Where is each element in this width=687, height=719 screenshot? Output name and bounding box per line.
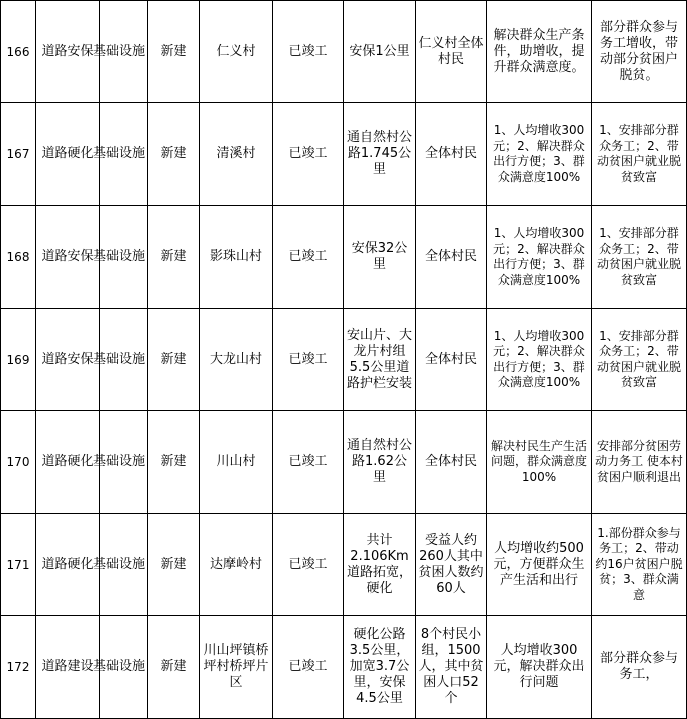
project-category: 基础设施 bbox=[100, 616, 148, 719]
mechanism: 安排部分贫困劳动力务工 使本村贫困户顺利退出 bbox=[592, 411, 687, 514]
row-number: 171 bbox=[1, 514, 36, 616]
scale: 安山片、大龙片村组5.5公里道路护栏安装 bbox=[344, 309, 416, 411]
status: 已竣工 bbox=[273, 206, 344, 309]
construction-type: 新建 bbox=[148, 514, 200, 616]
village: 川山村 bbox=[200, 411, 273, 514]
status: 已竣工 bbox=[273, 103, 344, 206]
project-name: 道路安保 bbox=[36, 1, 100, 103]
village: 川山坪镇桥坪村桥坪片区 bbox=[200, 616, 273, 719]
mechanism: 1、安排部分群众务工；2、带动贫困户就业脱贫致富 bbox=[592, 206, 687, 309]
benefit: 1、人均增收300元；2、解决群众出行方便；3、群众满意度100% bbox=[487, 103, 592, 206]
project-category: 基础设施 bbox=[100, 103, 148, 206]
row-number: 172 bbox=[1, 616, 36, 719]
scale: 通自然村公路1.62公里 bbox=[344, 411, 416, 514]
scale: 共计2.106Km道路拓宽，硬化 bbox=[344, 514, 416, 616]
project-category: 基础设施 bbox=[100, 309, 148, 411]
construction-type: 新建 bbox=[148, 411, 200, 514]
status: 已竣工 bbox=[273, 616, 344, 719]
village: 达摩岭村 bbox=[200, 514, 273, 616]
benefit: 人均增收约500元，方便群众生产生活和出行 bbox=[487, 514, 592, 616]
project-name: 道路安保 bbox=[36, 206, 100, 309]
benefit: 解决群众生产条件，助增收，提升群众满意度。 bbox=[487, 1, 592, 103]
row-number: 168 bbox=[1, 206, 36, 309]
status: 已竣工 bbox=[273, 309, 344, 411]
project-category: 基础设施 bbox=[100, 206, 148, 309]
village: 仁义村 bbox=[200, 1, 273, 103]
status: 已竣工 bbox=[273, 514, 344, 616]
row-number: 170 bbox=[1, 411, 36, 514]
benefit: 1、人均增收300元；2、解决群众出行方便；3、群众满意度100% bbox=[487, 309, 592, 411]
row-number: 167 bbox=[1, 103, 36, 206]
beneficiary: 仁义村全体村民 bbox=[416, 1, 487, 103]
beneficiary: 全体村民 bbox=[416, 411, 487, 514]
benefit: 1、人均增收300元；2、解决群众出行方便；3、群众满意度100% bbox=[487, 206, 592, 309]
table-row bbox=[1, 206, 687, 309]
mechanism: 1、安排部分群众务工；2、带动贫困户就业脱贫致富 bbox=[592, 309, 687, 411]
benefit: 解决村民生产生活问题，群众满意度100% bbox=[487, 411, 592, 514]
project-name: 道路安保 bbox=[36, 309, 100, 411]
project-category: 基础设施 bbox=[100, 411, 148, 514]
beneficiary: 全体村民 bbox=[416, 206, 487, 309]
scale: 安保1公里 bbox=[344, 1, 416, 103]
mechanism: 部分群众参与务工增收，带动部分贫困户脱贫。 bbox=[592, 1, 687, 103]
scale: 通自然村公路1.745公里 bbox=[344, 103, 416, 206]
village: 清溪村 bbox=[200, 103, 273, 206]
table-row bbox=[1, 309, 687, 411]
mechanism: 1、安排部分群众务工；2、带动贫困户就业脱贫致富 bbox=[592, 103, 687, 206]
project-category: 基础设施 bbox=[100, 514, 148, 616]
construction-type: 新建 bbox=[148, 206, 200, 309]
row-number: 169 bbox=[1, 309, 36, 411]
construction-type: 新建 bbox=[148, 616, 200, 719]
beneficiary: 全体村民 bbox=[416, 309, 487, 411]
project-category: 基础设施 bbox=[100, 1, 148, 103]
table-row bbox=[1, 1, 687, 103]
beneficiary: 受益人约260人其中贫困人数约60人 bbox=[416, 514, 487, 616]
village: 影珠山村 bbox=[200, 206, 273, 309]
status: 已竣工 bbox=[273, 411, 344, 514]
table-row bbox=[1, 103, 687, 206]
construction-type: 新建 bbox=[148, 309, 200, 411]
beneficiary: 全体村民 bbox=[416, 103, 487, 206]
beneficiary: 8个村民小组，1500人，其中贫困人口52个 bbox=[416, 616, 487, 719]
scale: 安保32公里 bbox=[344, 206, 416, 309]
table-row bbox=[1, 514, 687, 616]
table-row bbox=[1, 616, 687, 719]
table-row bbox=[1, 411, 687, 514]
project-name: 道路建设 bbox=[36, 616, 100, 719]
scale: 硬化公路3.5公里，加宽3.7公里，安保4.5公里 bbox=[344, 616, 416, 719]
village: 大龙山村 bbox=[200, 309, 273, 411]
row-number: 166 bbox=[1, 1, 36, 103]
construction-type: 新建 bbox=[148, 103, 200, 206]
construction-type: 新建 bbox=[148, 1, 200, 103]
project-name: 道路硬化 bbox=[36, 411, 100, 514]
project-name: 道路硬化 bbox=[36, 103, 100, 206]
mechanism: 1.部份群众参与务工；2、带动约16户贫困户脱贫；3、群众满意 bbox=[592, 514, 687, 616]
status: 已竣工 bbox=[273, 1, 344, 103]
mechanism: 部分群众参与务工， bbox=[592, 616, 687, 719]
project-name: 道路硬化 bbox=[36, 514, 100, 616]
benefit: 人均增收300元，解决群众出行问题 bbox=[487, 616, 592, 719]
